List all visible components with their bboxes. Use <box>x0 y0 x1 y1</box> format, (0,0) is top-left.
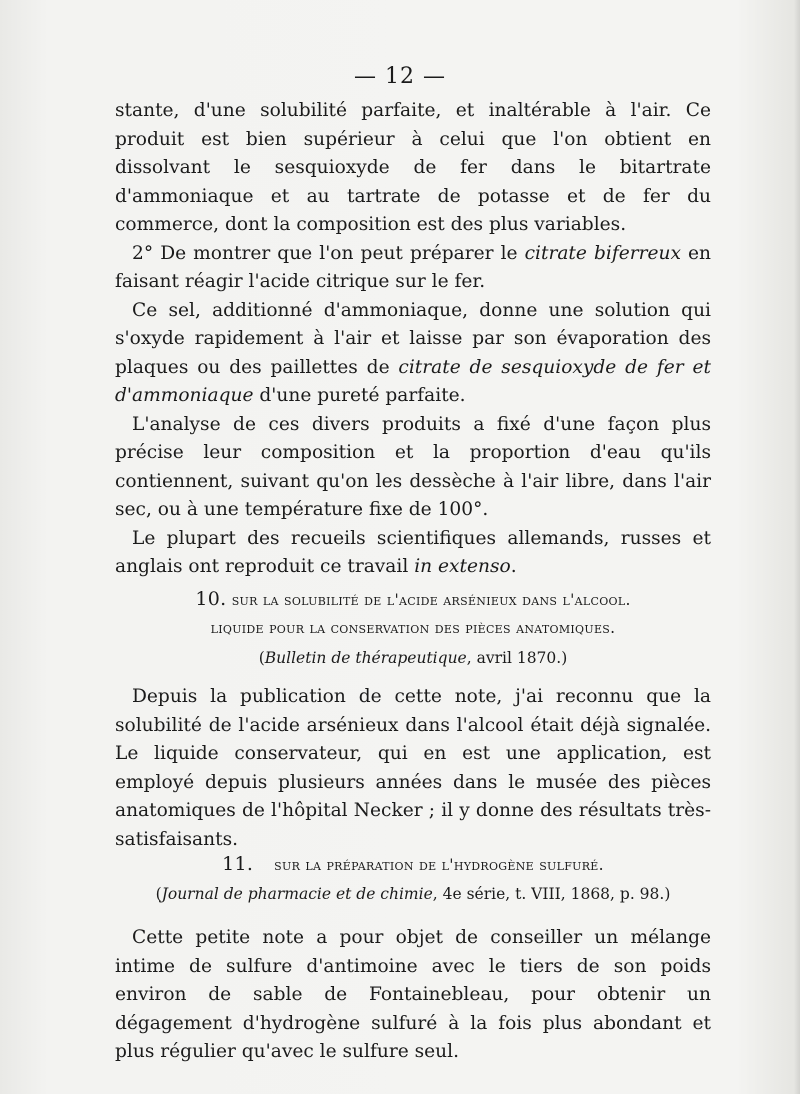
section-number: 11. <box>222 853 254 875</box>
section-10-title-line2: liquide pour la conservation des pièces anatomiques. <box>210 619 616 637</box>
paragraph-3: Ce sel, additionné d'ammoniaque, donne une solution qui s'oxyde rapidement à l'air et laisse par son évaporation des plaques ou des paillettes de citrate de sesquioxyde de fer et d'ammoniaque d'une pureté parfaite. <box>115 299 711 406</box>
section-10-title <box>115 585 711 642</box>
paragraph-1: stante, d'une solubilité parfaite, et inaltérable à l'air. Ce produit est bien supérieur à celui que l'on obtient en dissolvant le sesquioxyde de fer dans le bitartrate d'ammoniaque et au tartrate de potasse et de fer du commerce, dont la composition est des plus variables. <box>115 100 711 235</box>
section-10-title-line1: 10. sur la solubilité de l'acide arsénieux dans l'alcool. <box>195 588 631 610</box>
paragraph-2: 2° De montrer que l'on peut préparer le citrate biferreux en faisant réagir l'acide citrique sur le fer. <box>115 242 712 292</box>
section-11-body <box>115 924 711 1067</box>
italic-term: citrate de sesquioxyde de fer et d'ammoniaque <box>115 356 711 406</box>
italic-term: citrate biferreux <box>524 242 681 264</box>
paragraph-5: Le plupart des recueils scientifiques allemands, russes et anglais ont reproduit ce travail in extenso. <box>115 527 711 577</box>
section-10-body <box>115 683 711 854</box>
section-number: 10. <box>195 588 227 610</box>
continuation-text <box>115 97 711 582</box>
page-number: — 12 — <box>354 64 446 89</box>
section-11-citation: (Journal de pharmacie et de chimie, 4e série, t. VIII, 1868, p. 98.) <box>155 885 671 903</box>
italic-term: in extenso <box>414 556 511 577</box>
section-11-title: 11. sur la préparation de l'hydrogène sulfuré. <box>222 853 604 875</box>
page-edge-shadow <box>794 0 800 1094</box>
section-10-paragraph: Depuis la publication de cette note, j'ai reconnu que la solubilité de l'acide arsénieux dans l'alcool était déjà signalée. Le liquide conservateur, qui en est une application, est employé depuis plusieurs années dans le musée des pièces anatomiques de l'hôpital Necker ; il y donne des résultats très-satisfaisants. <box>115 686 711 850</box>
section-10-citation: (Bulletin de thérapeutique, avril 1870.) <box>258 649 568 667</box>
section-11-paragraph: Cette petite note a pour objet de conseiller un mélange intime de sulfure d'antimoine avec le tiers de son poids environ de sable de Fontainebleau, pour obtenir un dégagement d'hydrogène sulfuré à la fois plus abondant et plus régulier qu'avec le sulfure seul. <box>115 927 711 1062</box>
paragraph-4: L'analyse de ces divers produits a fixé d'une façon plus précise leur composition et la proportion d'eau qu'ils contiennent, suivant qu'on les dessèche à l'air libre, dans l'air sec, ou à une température fixe de 100°. <box>115 413 711 520</box>
